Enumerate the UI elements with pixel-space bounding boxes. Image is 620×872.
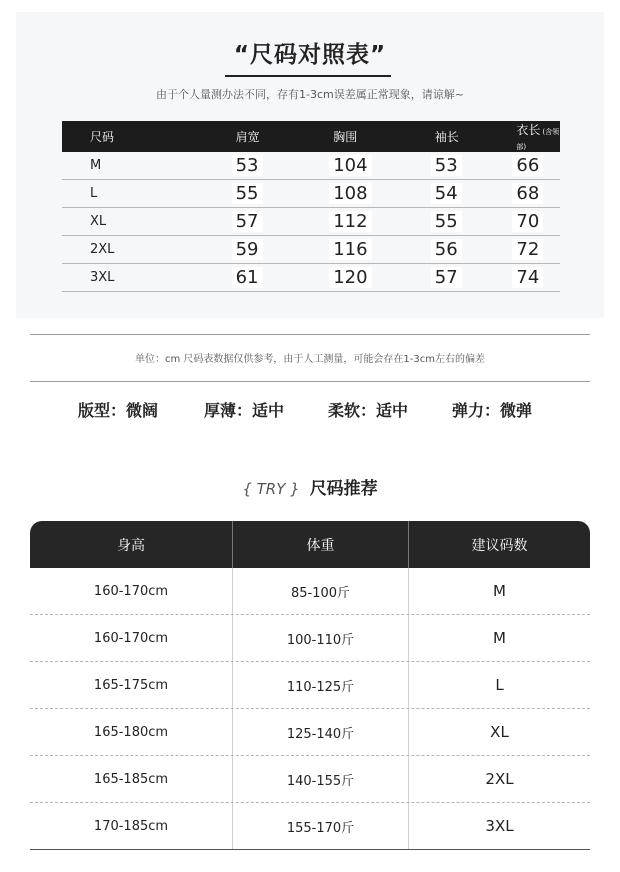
cell-value: 120 — [329, 267, 371, 288]
cell-sleeve — [361, 152, 461, 180]
cell-length — [460, 208, 560, 236]
cell-length — [460, 180, 560, 208]
recommend-heading — [0, 474, 620, 499]
cell-value: 116 — [329, 239, 371, 260]
table-row — [30, 756, 590, 803]
cell-height: 165-180cm — [30, 709, 233, 755]
property-elasticity: 弹力：微弹 — [452, 401, 533, 420]
cell-value: 74 — [512, 267, 543, 288]
cell-height: 165-175cm — [30, 662, 233, 708]
table-row — [62, 264, 560, 292]
cell-sleeve — [361, 236, 461, 264]
cell-height: 165-185cm — [30, 756, 233, 802]
cell-value: 55 — [431, 211, 462, 232]
header-weight: 体重 — [233, 521, 409, 568]
cell-shoulder — [162, 264, 262, 292]
header-suggested-size: 建议码数 — [471, 537, 528, 554]
cell-size: 2XL — [485, 770, 514, 788]
header-length — [460, 121, 560, 152]
size-chart-title: “尺码对照表” — [233, 42, 387, 68]
cell-sleeve — [361, 264, 461, 292]
property-fit: 版型：微阔 — [78, 401, 159, 420]
cell-shoulder — [162, 180, 262, 208]
property-softness: 柔软：适中 — [328, 401, 409, 420]
cell-chest — [261, 152, 368, 180]
unit-note: 单位：cm 尺码表数据仅供参考，由于人工测量，可能会存在1-3cm左右的偏差 — [135, 354, 485, 365]
recommend-table-header — [30, 521, 590, 568]
cell-size: L — [62, 180, 162, 208]
cell-length — [460, 236, 560, 264]
cell-length — [460, 152, 560, 180]
cell-value: 53 — [431, 155, 462, 176]
fabric-properties — [0, 398, 620, 422]
cell-size: 3XL — [485, 817, 514, 835]
header-size: 尺码 — [62, 121, 162, 152]
cell-size: XL — [490, 723, 509, 741]
try-label: { TRY } — [242, 480, 300, 498]
cell-shoulder — [162, 208, 262, 236]
header-sleeve: 袖长 — [361, 121, 461, 152]
table-row — [30, 615, 590, 662]
table-row — [30, 709, 590, 756]
cell-value: 70 — [512, 211, 543, 232]
cell-height: 160-170cm — [30, 568, 233, 614]
cell-sleeve — [361, 208, 461, 236]
title-underline — [225, 75, 391, 77]
table-row — [30, 662, 590, 709]
header-height: 身高 — [30, 521, 233, 568]
cell-height: 170-185cm — [30, 803, 233, 849]
size-chart-table — [62, 121, 560, 292]
cell-chest — [261, 264, 368, 292]
cell-sleeve — [361, 180, 461, 208]
cell-value: 57 — [232, 211, 263, 232]
header-length-sub: (含领部) — [516, 128, 560, 151]
cell-value: 61 — [232, 267, 263, 288]
cell-weight: 85-100斤 — [233, 568, 409, 614]
cell-value: 53 — [232, 155, 263, 176]
header-shoulder: 肩宽 — [162, 121, 262, 152]
cell-height: 160-170cm — [30, 615, 233, 661]
cell-value: 66 — [512, 155, 543, 176]
cell-shoulder — [162, 152, 262, 180]
header-chest: 胸围 — [261, 121, 361, 152]
cell-value: 55 — [232, 183, 263, 204]
cell-size: M — [493, 629, 506, 647]
cell-value: 68 — [512, 183, 543, 204]
cell-value: 104 — [329, 155, 371, 176]
cell-size: M — [62, 152, 162, 180]
cell-chest — [261, 208, 368, 236]
cell-size: L — [495, 676, 504, 694]
table-row — [62, 236, 560, 264]
table-row — [30, 568, 590, 615]
cell-value: 54 — [431, 183, 462, 204]
cell-value: 72 — [512, 239, 543, 260]
cell-length — [460, 264, 560, 292]
cell-size: XL — [62, 208, 162, 236]
cell-chest — [261, 236, 368, 264]
table-row — [62, 180, 560, 208]
cell-weight: 155-170斤 — [233, 803, 409, 849]
cell-shoulder — [162, 236, 262, 264]
cell-size: M — [493, 582, 506, 600]
cell-weight: 110-125斤 — [233, 662, 409, 708]
table-row — [62, 152, 560, 180]
divider-bottom — [30, 381, 590, 382]
cell-value: 112 — [329, 211, 371, 232]
cell-value: 56 — [431, 239, 462, 260]
measurement-note: 由于个人量测办法不同，存有1-3cm误差属正常现象，请谅解~ — [156, 88, 464, 101]
recommend-table — [30, 521, 590, 850]
property-thickness: 厚薄：适中 — [204, 401, 285, 420]
divider-top — [30, 334, 590, 335]
cell-value: 59 — [232, 239, 263, 260]
recommend-title: 尺码推荐 — [309, 479, 378, 499]
cell-weight: 140-155斤 — [233, 756, 409, 802]
cell-size: 3XL — [62, 264, 162, 292]
header-length-label: 衣长 — [516, 123, 541, 137]
cell-weight: 100-110斤 — [233, 615, 409, 661]
table-row — [62, 208, 560, 236]
cell-chest — [261, 180, 368, 208]
size-table-header — [62, 121, 560, 152]
cell-weight: 125-140斤 — [233, 709, 409, 755]
cell-size: 2XL — [62, 236, 162, 264]
table-row — [30, 803, 590, 850]
cell-value: 57 — [431, 267, 462, 288]
cell-value: 108 — [329, 183, 371, 204]
